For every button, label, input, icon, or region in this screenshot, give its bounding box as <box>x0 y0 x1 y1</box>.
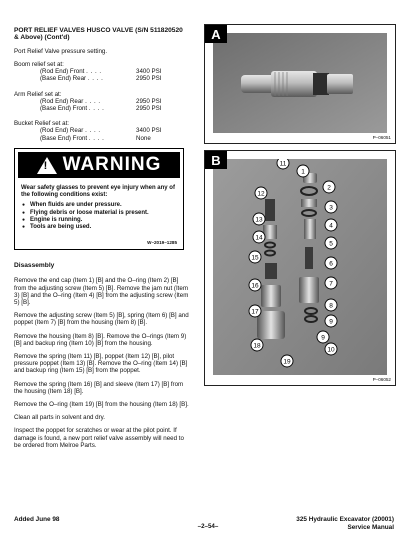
disassembly-paragraph: Remove the spring (Item 16) [B] and sleeve (Item 17) [B] from the housing (Item 18) [B]. <box>14 380 184 395</box>
callout-label: 18 <box>253 342 261 350</box>
disassembly-section <box>14 262 190 455</box>
callout-label: 12 <box>257 190 265 198</box>
callout-label: 17 <box>251 308 259 316</box>
warning-code: W–2019–1285 <box>147 240 177 245</box>
setting-title: Arm Relief set at: <box>14 90 62 98</box>
footer-manual-title: 325 Hydraulic Excavator (20001) Service Manual <box>296 516 394 531</box>
valve-photo <box>213 33 387 133</box>
callout-label: 8 <box>329 302 333 310</box>
page-number: –2–54– <box>197 523 219 530</box>
warning-header <box>18 152 180 178</box>
disassembly-paragraph: Remove the O–ring (Item 19) [B] from the housing (Item 18) [B]. <box>14 401 189 409</box>
figure-b-label: B <box>205 151 227 169</box>
callout-label: 6 <box>329 260 333 268</box>
setting-title: Bucket Relief set at: <box>14 120 70 128</box>
warning-bullet: ● Engine is running. <box>30 217 177 224</box>
callout-label: 16 <box>251 282 259 290</box>
setting-value: None <box>136 134 151 142</box>
intro-text: Port Relief Valve pressure setting. <box>14 47 108 55</box>
callout-label: 3 <box>329 204 333 212</box>
section-heading: PORT RELIEF VALVES HUSCO VALVE (S/N 511820520 & Above) (Cont'd) <box>14 27 183 42</box>
setting-row: (Base End) Rear . . . . 2950 PSI <box>40 75 162 83</box>
figure-b-code: P–06052 <box>372 377 391 382</box>
warning-list <box>21 202 177 231</box>
warning-box <box>14 148 184 250</box>
callout-label: 2 <box>327 184 331 192</box>
setting-value: 2950 PSI <box>136 75 162 83</box>
callout-label: 10 <box>327 346 335 354</box>
disassembly-paragraph: Remove the spring (Item 11) [B], poppet (Item 12) [B], pilot pressure poppet (Item 13) [B]. Remove the O–ring (Item 14) [B] and backup ring (Item 15) [B] from the poppet. <box>14 353 188 375</box>
setting-row: (Rod End) Rear . . . . 3400 PSI <box>40 127 162 135</box>
figure-a <box>204 24 396 144</box>
setting-value: 3400 PSI <box>136 127 162 135</box>
boom-relief-block <box>14 61 186 83</box>
parts-photo <box>213 159 387 375</box>
callout-label: 11 <box>279 160 287 168</box>
setting-value: 3400 PSI <box>136 68 162 76</box>
callout-label: 9 <box>321 334 325 342</box>
setting-row: (Base End) Front . . . . 2950 PSI <box>40 105 162 113</box>
setting-value: 2950 PSI <box>136 97 162 105</box>
setting-row: (Rod End) Front . . . . 3400 PSI <box>40 68 162 76</box>
setting-row: (Rod End) Rear . . . . 2950 PSI <box>40 97 162 105</box>
callout-label: 5 <box>329 240 333 248</box>
warning-body <box>15 181 183 231</box>
disassembly-paragraph: Remove the end cap (Item 1) [B] and the O–ring (Item 2) [B] from the adjusting screw (Item 5) [B]. Remove the jam nut (Item 3) [B] and the O–ring (Item 4) [B] from the adjusting screw (Item 5) [B]. <box>14 277 189 307</box>
disassembly-paragraph: Inspect the poppet for scratches or wear at the pilot point. If damage is found, a new port relief valve assembly will need to be ordered from Melroe Parts. <box>14 427 184 449</box>
callout-label: 1 <box>301 168 305 176</box>
callout-label: 15 <box>251 254 259 262</box>
warning-bullet: ● Flying debris or loose material is present. <box>30 210 177 217</box>
callout-label: 13 <box>255 216 263 224</box>
bucket-relief-block <box>14 120 186 142</box>
disassembly-heading: Disassembly <box>14 262 55 269</box>
arm-relief-block <box>14 91 186 113</box>
figure-a-code: P–06051 <box>372 135 391 140</box>
disassembly-paragraph: Clean all parts in solvent and dry. <box>14 414 106 422</box>
setting-value: 2950 PSI <box>136 105 162 113</box>
left-column-top <box>14 27 186 150</box>
callout-label: 14 <box>255 234 263 242</box>
warning-bullet: ● Tools are being used. <box>30 224 177 231</box>
footer-date: Added June 98 <box>14 516 60 523</box>
warning-bullet: ● When fluids are under pressure. <box>30 202 177 209</box>
setting-title: Boom relief set at: <box>14 61 64 69</box>
warning-lead: Wear safety glasses to prevent eye injury when any of the following conditions exist: <box>21 185 175 199</box>
callout-label: 4 <box>329 222 333 230</box>
warning-triangle-icon: ! <box>37 157 57 174</box>
setting-row: (Base End) Front . . . . None <box>40 134 151 142</box>
disassembly-paragraph: Remove the adjusting screw (Item 5) [B], spring (Item 6) [B] and poppet (Item 7) [B] from the housing (Item 8) [B]. <box>14 312 189 327</box>
figure-a-label: A <box>205 25 227 43</box>
callout-label: 19 <box>283 358 291 366</box>
figure-b <box>204 150 396 386</box>
callout-label: 7 <box>329 280 333 288</box>
disassembly-paragraph: Remove the housing (Item 8) [B]. Remove the O–rings (Item 9) [B] and backup ring (Item 10) [B] from the housing. <box>14 332 187 347</box>
callout-label: 9 <box>329 318 333 326</box>
warning-title: WARNING <box>62 154 162 175</box>
